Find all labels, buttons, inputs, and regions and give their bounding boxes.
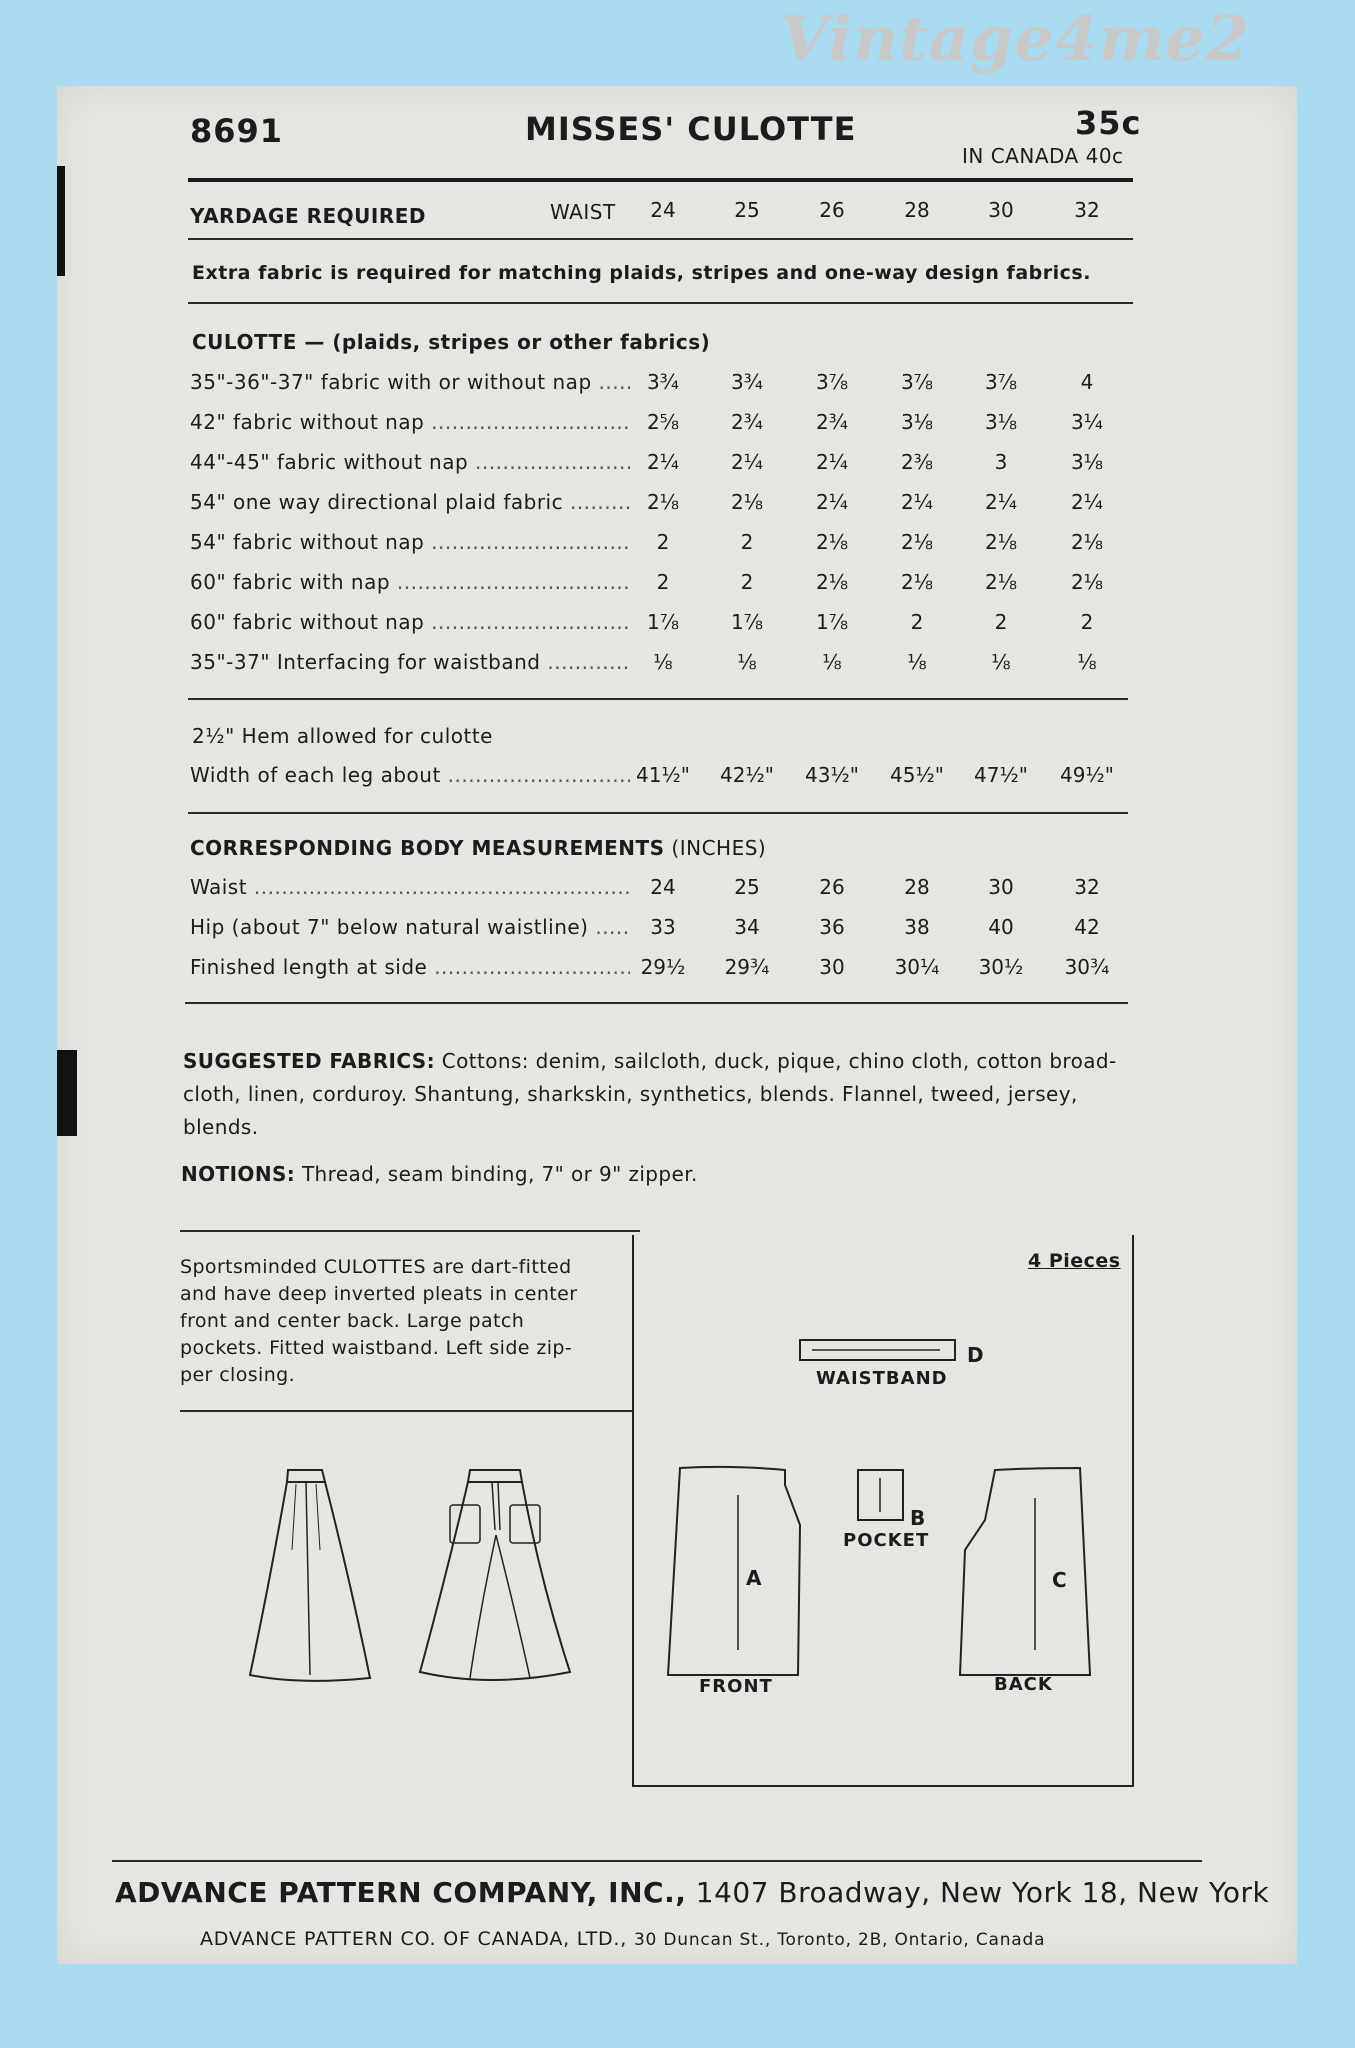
row-value: 2¼	[815, 490, 849, 514]
row-value: 2⅛	[730, 490, 764, 514]
notions	[181, 1158, 698, 1191]
row-label: 44"-45" fabric without nap .....	[190, 450, 630, 474]
suggested-fabrics	[183, 1045, 1143, 1144]
pattern-title: MISSES' CULOTTE	[525, 110, 857, 148]
row-value: 36	[819, 915, 845, 939]
front-label: FRONT	[699, 1676, 773, 1697]
row-value: 2¼	[900, 490, 934, 514]
table-row	[190, 370, 1130, 400]
description-line: and have deep inverted pleats in center	[180, 1283, 578, 1305]
row-value: 3¼	[1070, 410, 1104, 434]
rule	[180, 1230, 640, 1232]
table-row	[190, 530, 1130, 560]
table-row	[190, 610, 1130, 640]
table-row	[190, 570, 1130, 600]
row-value: 2¼	[646, 450, 680, 474]
row-value: 2⅛	[815, 570, 849, 594]
row-value: 26	[819, 875, 845, 899]
size-header-cell: 30	[988, 198, 1014, 222]
row-value: 2⅛	[646, 490, 680, 514]
row-value: 42½"	[719, 763, 775, 787]
table-row	[190, 915, 1130, 945]
row-label: 60" fabric with nap .....	[190, 570, 630, 594]
row-value: 45½"	[889, 763, 945, 787]
body-heading-unit: (INCHES)	[671, 836, 767, 860]
row-value: 3⅞	[900, 370, 934, 394]
row-value: 3⅛	[984, 410, 1018, 434]
description-line: pockets. Fitted waistband. Left side zip-	[180, 1337, 573, 1359]
row-label: Finished length at side .....	[190, 955, 630, 979]
description	[180, 1254, 610, 1389]
fabrics-line3: blends.	[183, 1115, 259, 1139]
row-value: 2¼	[815, 450, 849, 474]
table-row	[190, 410, 1130, 440]
row-value: 24	[650, 875, 676, 899]
row-value: 29½	[640, 955, 686, 979]
row-label: 54" fabric without nap .....	[190, 530, 630, 554]
row-value: 2¾	[730, 410, 764, 434]
row-value: 2¼	[730, 450, 764, 474]
culotte-heading: CULOTTE — (plaids, stripes or other fabrics)	[192, 330, 711, 354]
watermark: Vintage4me2	[780, 2, 1250, 75]
rule	[188, 812, 1128, 814]
table-row	[190, 763, 1130, 793]
row-value: 32	[1074, 875, 1100, 899]
row-label: 42" fabric without nap .....	[190, 410, 630, 434]
row-value: 30	[819, 955, 845, 979]
row-value: 30½	[978, 955, 1024, 979]
size-header-cell: 26	[819, 198, 845, 222]
notions-text: Thread, seam binding, 7" or 9" zipper.	[301, 1162, 698, 1186]
row-value: 2¼	[984, 490, 1018, 514]
row-value: 2⅛	[900, 530, 934, 554]
culotte-illustration	[230, 1460, 640, 1700]
size-header-cell: 24	[650, 198, 676, 222]
row-value: 3	[994, 450, 1008, 474]
row-value: 3⅛	[1070, 450, 1104, 474]
front-letter: A	[746, 1566, 763, 1590]
row-value: 2¾	[815, 410, 849, 434]
row-value: 30	[988, 875, 1014, 899]
size-header-cell: 32	[1074, 198, 1100, 222]
row-value: 2⅛	[815, 530, 849, 554]
table-row	[190, 955, 1130, 985]
row-value: 2¼	[1070, 490, 1104, 514]
pattern-number: 8691	[190, 112, 284, 150]
rule	[180, 1410, 632, 1412]
table-row	[190, 875, 1130, 905]
fabrics-label: SUGGESTED FABRICS:	[183, 1049, 435, 1073]
size-header-cell: 28	[904, 198, 930, 222]
envelope-tab-lower	[57, 1050, 77, 1136]
row-value: 38	[904, 915, 930, 939]
row-value: ⅛	[1077, 650, 1097, 674]
row-value: 47½"	[973, 763, 1029, 787]
row-value: 34	[734, 915, 760, 939]
row-value: 2	[910, 610, 924, 634]
row-value: ⅛	[822, 650, 842, 674]
rule	[112, 1860, 1202, 1862]
row-value: 1⅞	[646, 610, 680, 634]
description-line: front and center back. Large patch	[180, 1310, 525, 1332]
body-heading-text: CORRESPONDING BODY MEASUREMENTS	[190, 836, 665, 860]
row-value: 3¾	[730, 370, 764, 394]
row-value: ⅛	[653, 650, 673, 674]
row-value: 2	[740, 530, 754, 554]
company-name: ADVANCE PATTERN COMPANY, INC.,	[115, 1876, 687, 1909]
row-value: 30¾	[1064, 955, 1110, 979]
row-label: 54" one way directional plaid fabric .....	[190, 490, 630, 514]
notions-label: NOTIONS:	[181, 1162, 296, 1186]
row-value: 30¼	[894, 955, 940, 979]
row-value: 2⅛	[984, 530, 1018, 554]
company-line	[115, 1876, 1269, 1909]
row-value: 40	[988, 915, 1014, 939]
row-value: 1⅞	[815, 610, 849, 634]
canada-line	[200, 1928, 1045, 1950]
row-value: 3¾	[646, 370, 680, 394]
yardage-label: YARDAGE REQUIRED	[190, 204, 426, 228]
waistband-letter: D	[967, 1343, 985, 1367]
hem-line: 2½" Hem allowed for culotte	[192, 724, 493, 748]
canada-company: ADVANCE PATTERN CO. OF CANADA, LTD.,	[200, 1928, 628, 1950]
back-letter: C	[1052, 1568, 1068, 1592]
row-label: 35"-36"-37" fabric with or without nap .....	[190, 370, 630, 394]
yardage-note: Extra fabric is required for matching plaids, stripes and one-way design fabrics.	[192, 262, 1091, 284]
price-canada: IN CANADA 40c	[962, 144, 1124, 168]
rule	[188, 238, 1133, 240]
fabrics-line1: Cottons: denim, sailcloth, duck, pique, chino cloth, cotton broad-	[441, 1049, 1117, 1073]
row-label: 35"-37" Interfacing for waistband .....	[190, 650, 630, 674]
row-value: 29¾	[724, 955, 770, 979]
row-value: 25	[734, 875, 760, 899]
row-value: 2⅛	[900, 570, 934, 594]
row-label: Hip (about 7" below natural waistline) .....	[190, 915, 630, 939]
row-value: 1⅞	[730, 610, 764, 634]
header-rule	[188, 178, 1133, 182]
canada-address: 30 Duncan St., Toronto, 2B, Ontario, Canada	[633, 1930, 1046, 1950]
row-value: 2	[994, 610, 1008, 634]
rule	[185, 1002, 1128, 1004]
row-label: Waist .....	[190, 875, 630, 899]
row-value: 3⅞	[815, 370, 849, 394]
table-row	[190, 450, 1130, 480]
row-value: 33	[650, 915, 676, 939]
row-value: 2⅛	[1070, 570, 1104, 594]
row-value: 42	[1074, 915, 1100, 939]
row-value: 41½"	[635, 763, 691, 787]
description-line: Sportsminded CULOTTES are dart-fitted	[180, 1256, 572, 1278]
waist-label: WAIST	[550, 200, 616, 224]
pocket-label: POCKET	[843, 1530, 930, 1551]
row-value: 2	[656, 570, 670, 594]
row-value: 2	[740, 570, 754, 594]
fabrics-line2: cloth, linen, corduroy. Shantung, sharkskin, synthetics, blends. Flannel, tweed, jersey,	[183, 1082, 1078, 1106]
row-value: 3⅞	[984, 370, 1018, 394]
pieces-count: 4 Pieces	[1028, 1250, 1121, 1272]
row-value: 2⅝	[646, 410, 680, 434]
row-value: 2	[656, 530, 670, 554]
row-value: 49½"	[1059, 763, 1115, 787]
row-value: 2⅜	[900, 450, 934, 474]
row-value: 28	[904, 875, 930, 899]
row-value: ⅛	[907, 650, 927, 674]
table-row	[190, 490, 1130, 520]
pocket-letter: B	[910, 1506, 927, 1530]
row-label: Width of each leg about .....	[190, 763, 630, 787]
back-label: BACK	[994, 1674, 1053, 1695]
row-value: 2⅛	[984, 570, 1018, 594]
row-value: 4	[1080, 370, 1094, 394]
row-value: 3⅛	[900, 410, 934, 434]
company-address: 1407 Broadway, New York 18, New York	[695, 1876, 1270, 1909]
rule	[188, 698, 1128, 700]
row-value: ⅛	[991, 650, 1011, 674]
row-value: ⅛	[737, 650, 757, 674]
row-value: 2	[1080, 610, 1094, 634]
row-label: 60" fabric without nap .....	[190, 610, 630, 634]
row-value: 2⅛	[1070, 530, 1104, 554]
description-line: per closing.	[180, 1364, 296, 1386]
waistband-label: WAISTBAND	[816, 1368, 948, 1389]
size-header-cell: 25	[734, 198, 760, 222]
price: 35c	[1075, 104, 1142, 142]
envelope-tab	[57, 166, 65, 276]
rule	[188, 302, 1133, 304]
body-heading	[190, 836, 766, 860]
table-row	[190, 650, 1130, 680]
row-value: 43½"	[804, 763, 860, 787]
